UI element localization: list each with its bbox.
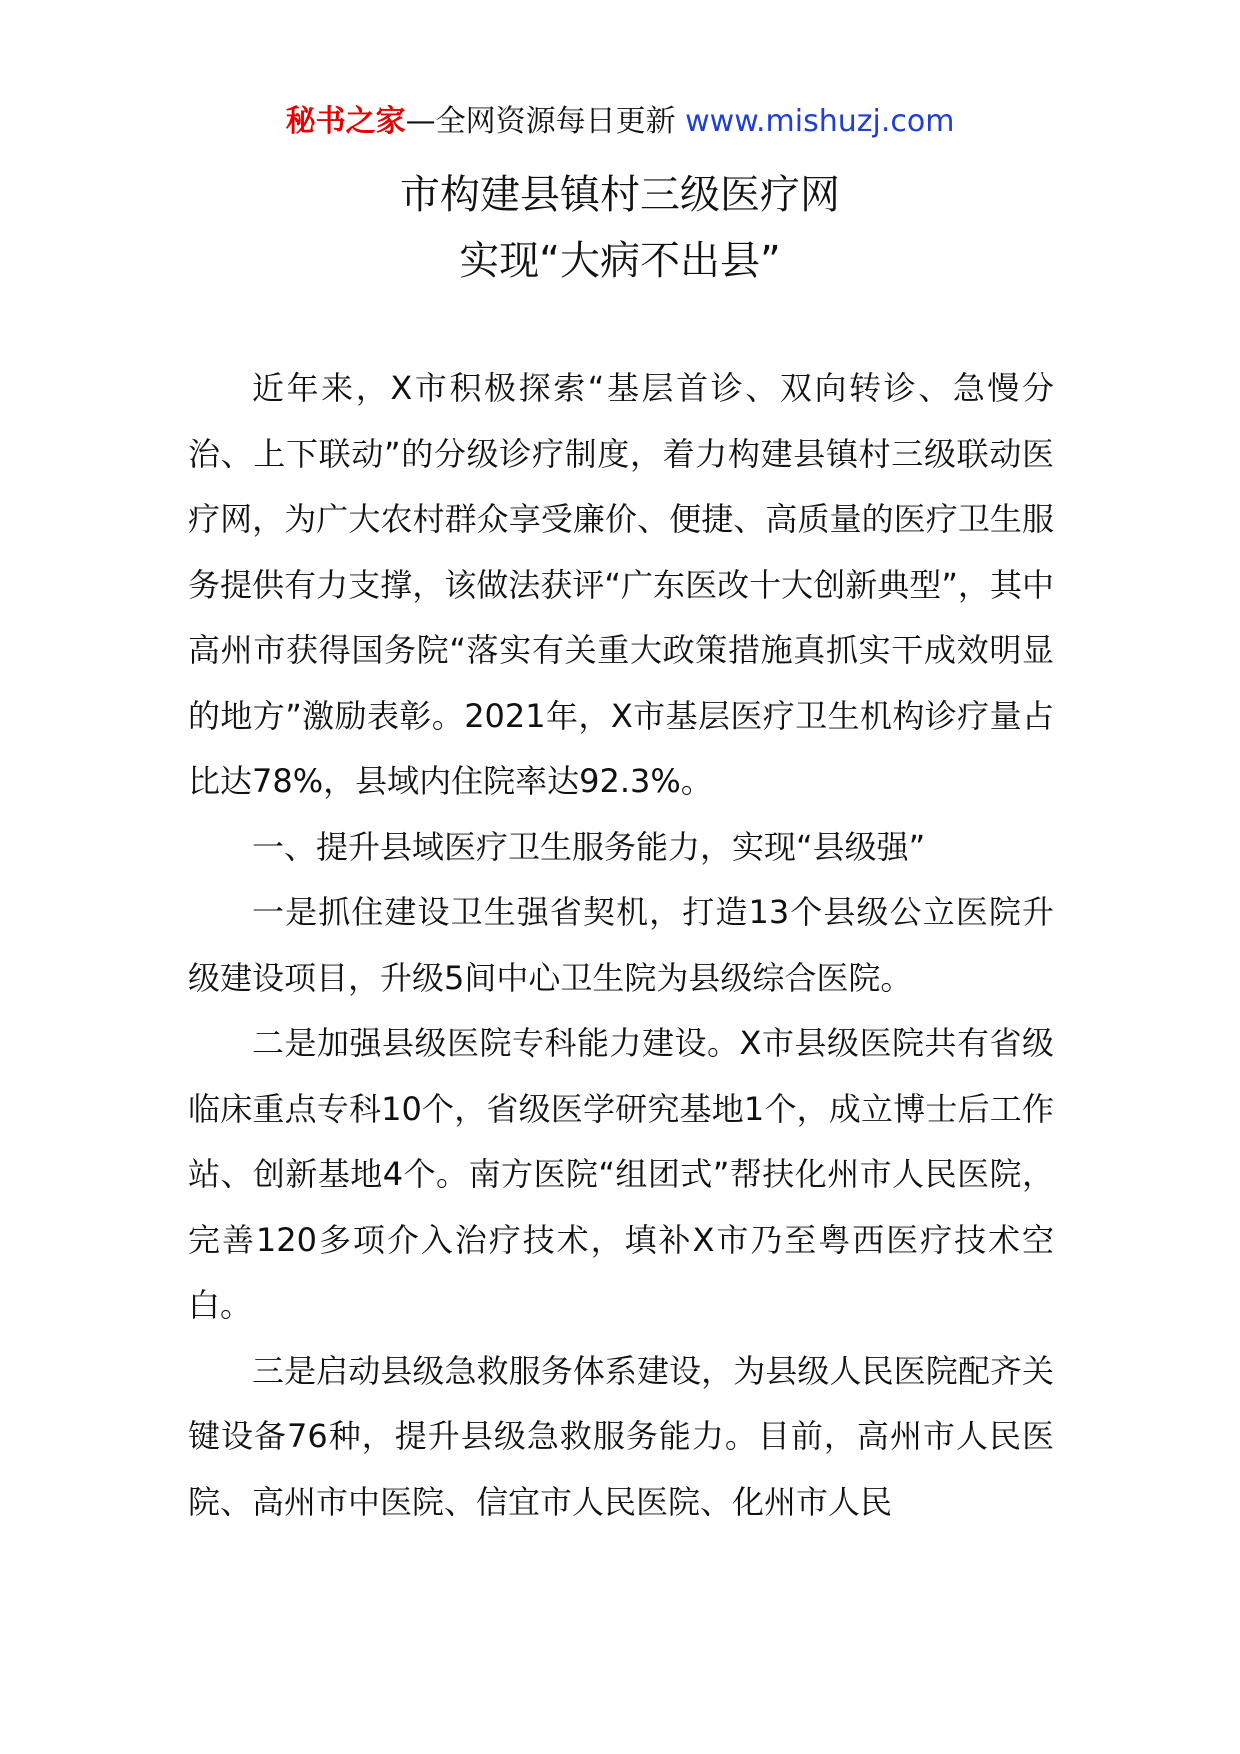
document-title [0, 162, 1240, 294]
header-tagline: —全网资源每日更新 [405, 104, 676, 139]
body-paragraph: 一是抓住建设卫生强省契机，打造13个县级公立医院升级建设项目，升级5间中心卫生院为县级综合医院。 [188, 893, 1054, 997]
site-header [0, 100, 1240, 144]
title-line-2: 实现“大病不出县” [459, 238, 781, 284]
document-body [188, 356, 1054, 1535]
brand-name: 秘书之家 [285, 104, 406, 139]
title-line-1: 市构建县镇村三级医疗网 [400, 172, 840, 218]
body-paragraph: 三是启动县级急救服务体系建设，为县级人民医院配齐关键设备76种，提升县级急救服务能力。目前，高州市人民医院、高州市中医院、信宜市人民医院、化州市人民 [188, 1351, 1054, 1521]
site-url-link[interactable]: www.mishuzj.com [685, 104, 955, 139]
section-heading: 一、提升县域医疗卫生服务能力，实现“县级强” [252, 827, 926, 866]
body-paragraph: 二是加强县级医院专科能力建设。X市县级医院共有省级临床重点专科10个，省级医学研究基地1个，成立博士后工作站、创新基地4个。南方医院“组团式”帮扶化州市人民医院，完善120多项介入治疗技术，填补X市乃至粤西医疗技术空白。 [188, 1024, 1054, 1324]
intro-paragraph: 近年来，X市积极探索“基层首诊、双向转诊、急慢分治、上下联动”的分级诊疗制度，着力构建县镇村三级联动医疗网，为广大农村群众享受廉价、便捷、高质量的医疗卫生服务提供有力支撑，该做法获评“广东医改十大创新典型”，其中高州市获得国务院“落实有关重大政策措施真抓实干成效明显的地方”激励表彰。2021年，X市基层医疗卫生机构诊疗量占比达78%，县域内住院率达92.3%。 [188, 369, 1054, 800]
